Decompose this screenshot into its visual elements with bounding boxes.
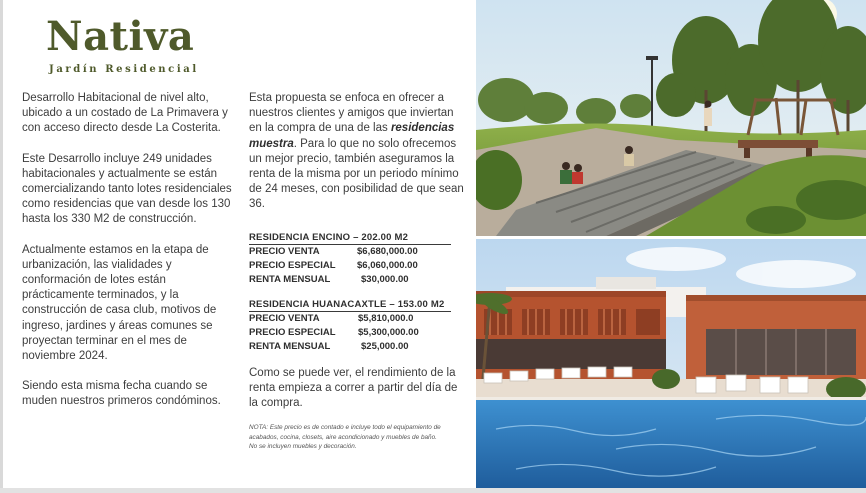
price-row (249, 326, 451, 340)
price-label: RENTA MENSUAL (249, 341, 331, 353)
price-table-title: RESIDENCIA HUANACAXTLE – 153.00 M2 (249, 299, 451, 312)
price-row (249, 273, 451, 287)
price-value: $30,000.00 (361, 274, 409, 286)
price-label: PRECIO ESPECIAL (249, 327, 336, 339)
logo-wordmark: Nativa (46, 13, 195, 60)
page-edge-shadow (0, 0, 3, 493)
closing-paragraph: Como se puede ver, el rendimiento de la renta empieza a correr a partir del día de la compra. (249, 367, 458, 410)
paragraph-progress: Actualmente estamos en la etapa de urbanización, las vialidades y conformación de lotes están prácticamente terminados, y la construcción de casa club, motivos de ingreso, jardines y áreas comunes se proyectan terminar en el mes de noviembre 2024. (22, 243, 217, 363)
price-table-title: RESIDENCIA ENCINO – 202.00 M2 (249, 232, 451, 245)
price-row (249, 245, 451, 259)
paragraph-move-in: Siendo esta misma fecha cuando se muden nuestros primeros condóminos. (22, 380, 221, 408)
price-label: PRECIO VENTA (249, 246, 320, 257)
price-label: PRECIO VENTA (249, 313, 320, 324)
logo-subtitle: Jardín Residencial (49, 64, 199, 75)
proposal-column (249, 91, 464, 228)
nativa-logo (46, 14, 206, 78)
proposal-emphasis: residencias muestra (249, 122, 455, 150)
price-value: $25,000.00 (361, 341, 409, 353)
description-column (22, 91, 232, 425)
price-row (249, 312, 451, 326)
price-table-huanacaxtle (249, 299, 451, 355)
price-label: PRECIO ESPECIAL (249, 260, 336, 272)
price-row (249, 259, 451, 273)
paragraph-location: Desarrollo Habitacional de nivel alto, ubicado a un costado de La Primavera y con acceso directo desde La Costerita. (22, 92, 228, 135)
price-value: $6,060,000.00 (357, 260, 418, 272)
price-table-encino (249, 232, 451, 288)
price-note: NOTA: Este precio es de contado e incluye todo el equipamiento de acabados, cocina, closets, aire acondicionado y muebles de baño. No se incluyen muebles y decoración. (249, 424, 441, 451)
price-value: $5,810,000.0 (358, 313, 414, 324)
clubhouse-pool-render (476, 239, 866, 488)
price-value: $6,680,000.00 (357, 246, 418, 257)
price-label: RENTA MENSUAL (249, 274, 331, 286)
page-bottom-shadow (0, 488, 866, 493)
proposal-paragraph (249, 91, 464, 213)
proposal-text-b: . Para lo que no solo ofrecemos un mejor precio, también aseguramos la renta de la misma por un periodo mínimo de 24 meses, con posibilidad de que sean 36. (249, 137, 464, 211)
paragraph-units: Este Desarrollo incluye 249 unidades habitacionales y actualmente se están comercializando tanto lotes residenciales como residencias que van desde los 130 hasta los 330 M2 de construcción. (22, 152, 232, 226)
price-row (249, 340, 451, 354)
park-amenity-render (476, 0, 866, 236)
proposal-text-a: Esta propuesta se enfoca en ofrecer a nuestros clientes y amigos que inviertan en la compra de una de las (249, 92, 454, 135)
price-value: $5,300,000.00 (358, 327, 419, 339)
